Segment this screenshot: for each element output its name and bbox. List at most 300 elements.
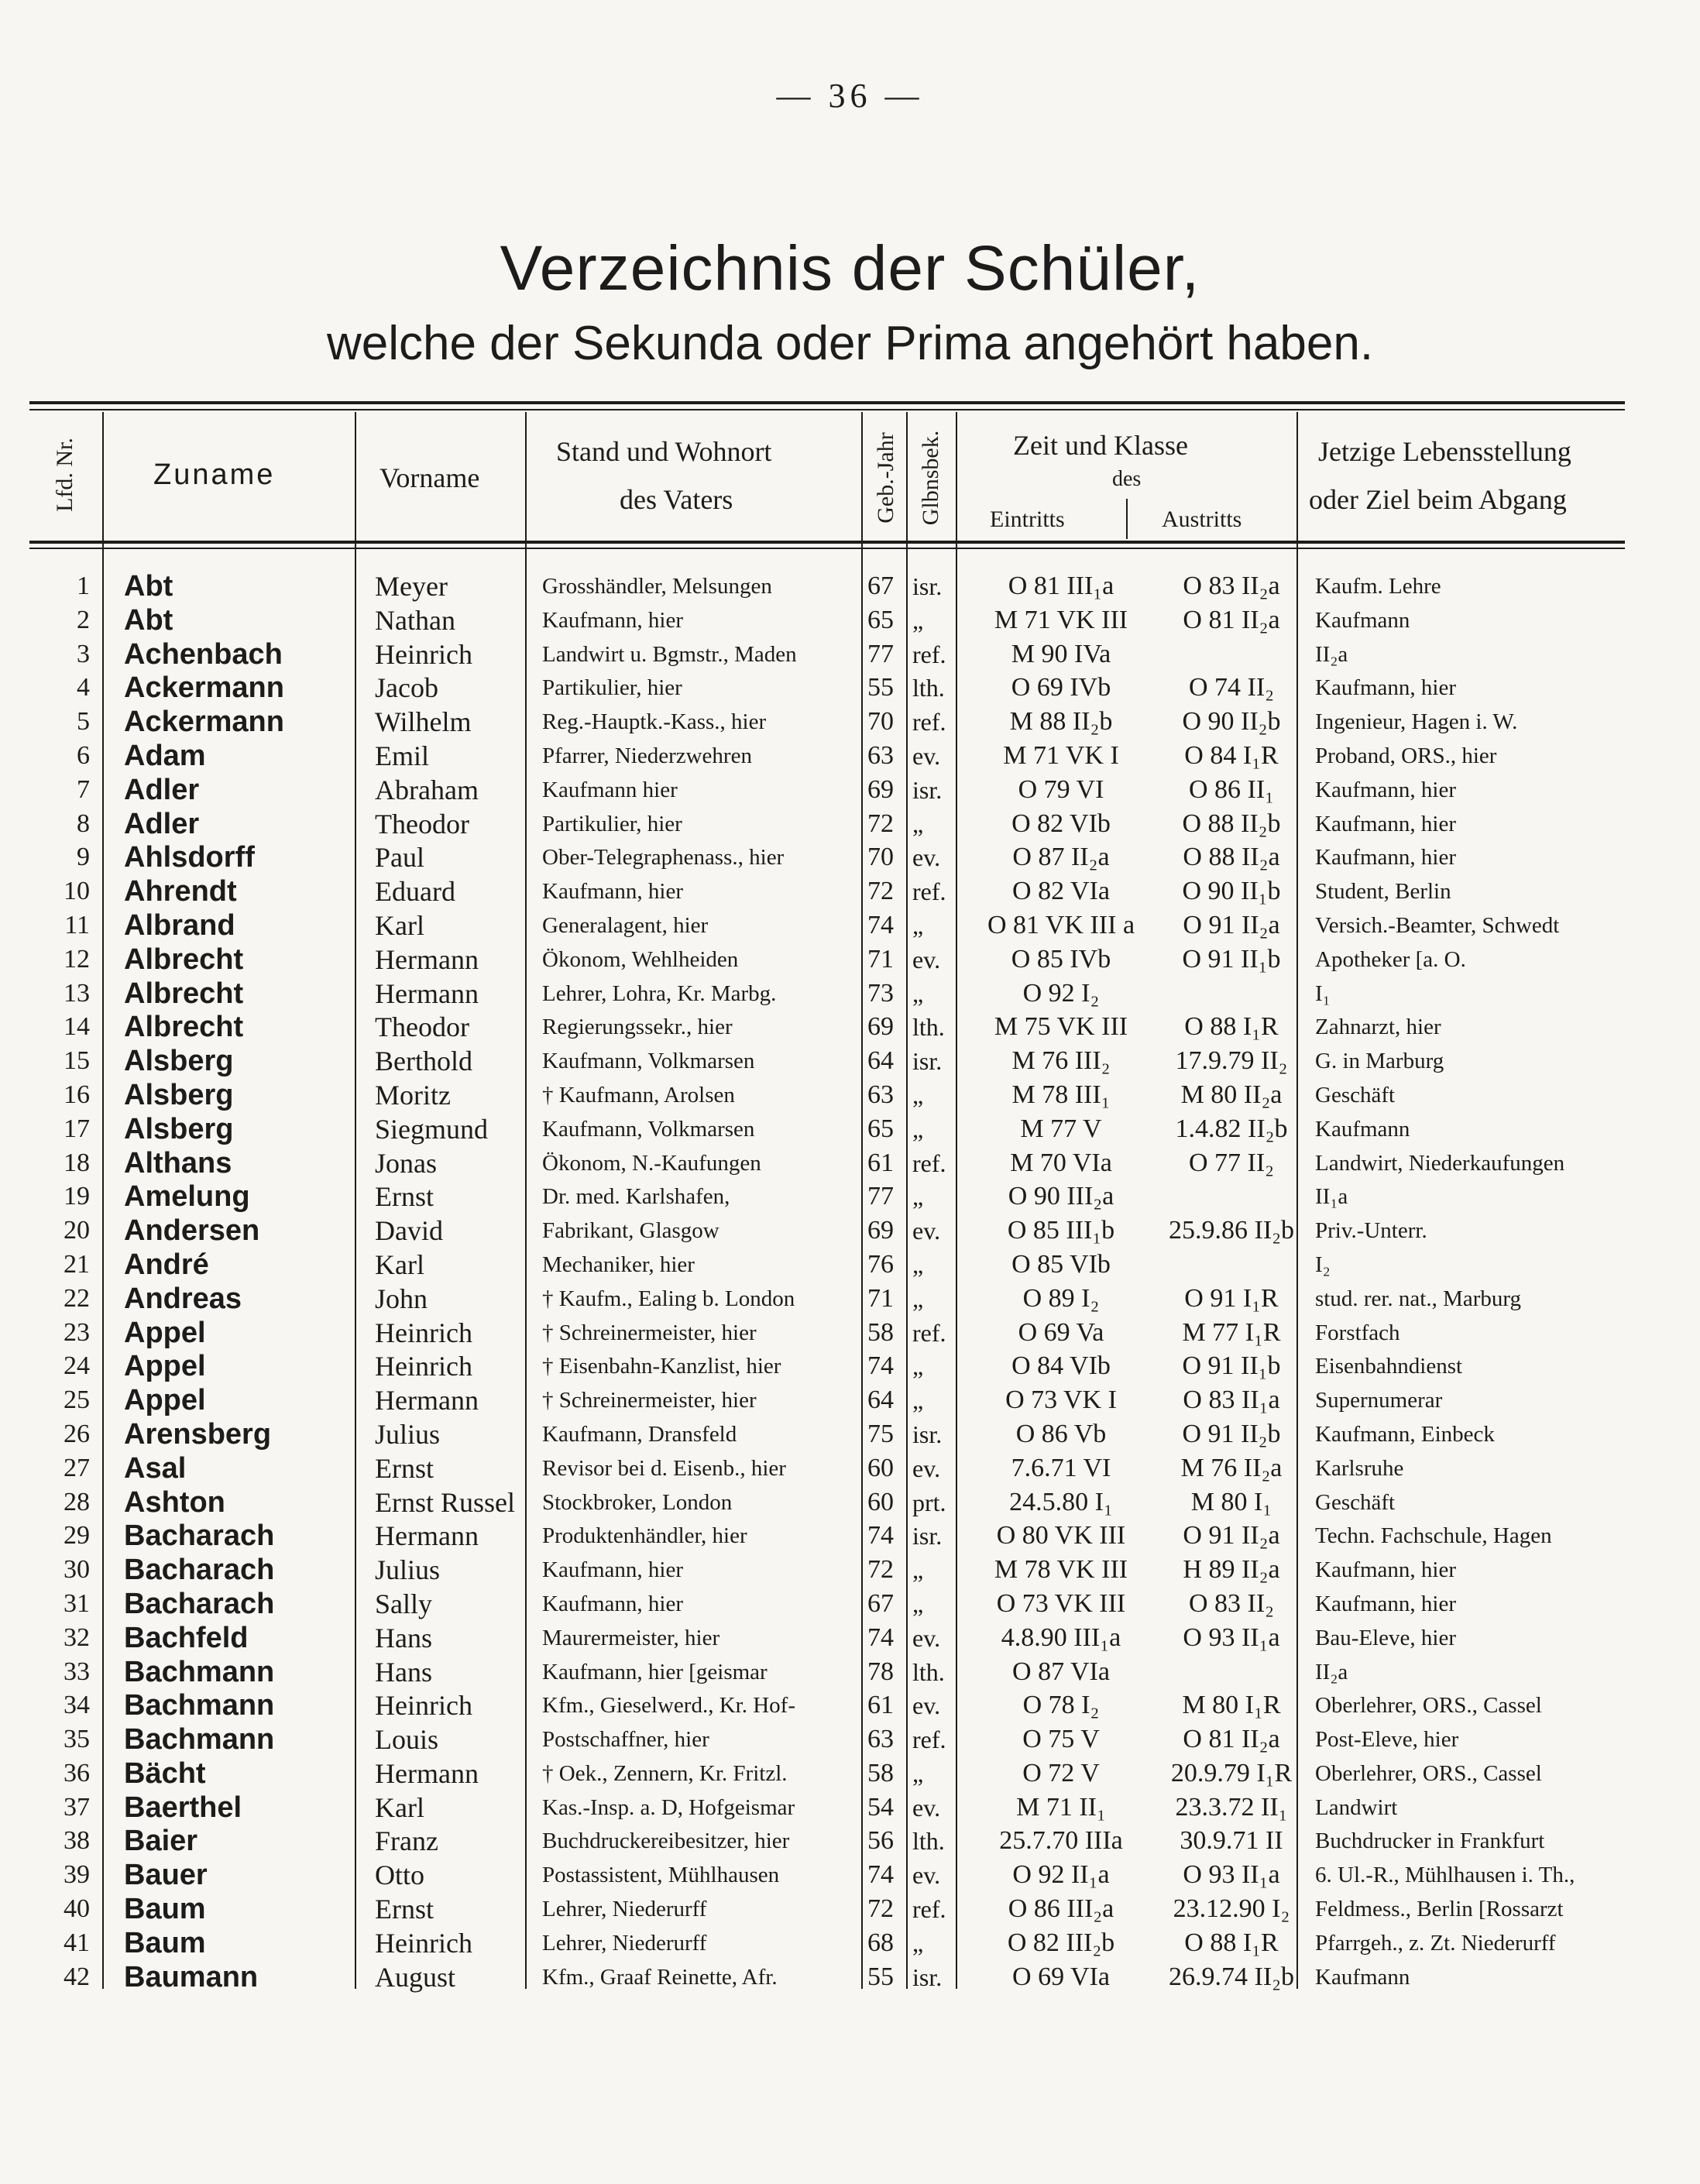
- cell-stand: Lehrer, Niederurff: [542, 1897, 707, 1922]
- cell-stand: Kaufmann, Volkmarsen: [542, 1049, 755, 1074]
- cell-eintritt: M 75 VK III: [994, 1012, 1128, 1042]
- cell-eintritt: O 85 III₁b: [1007, 1216, 1115, 1245]
- cell-eintritt: O 75 V: [1022, 1725, 1100, 1754]
- cell-nr: 34: [64, 1691, 90, 1720]
- cell-eintritt: M 78 III₁: [1011, 1080, 1111, 1109]
- cell-austritt: O 83 II₂: [1188, 1588, 1275, 1618]
- cell-stand: † Kaufmann, Arolsen: [542, 1082, 735, 1107]
- cell-vorname: Julius: [375, 1554, 441, 1586]
- cell-stand: Partikulier, hier: [542, 675, 682, 701]
- cell-geb: 70: [867, 843, 894, 872]
- cell-stand: Landwirt u. Bgmstr., Maden: [542, 641, 797, 667]
- cell-eintritt: O 79 VI: [1018, 774, 1104, 804]
- cell-jetzig: II₁a: [1315, 1184, 1348, 1210]
- cell-geb: 70: [867, 707, 894, 737]
- cell-glaube: „: [912, 606, 924, 634]
- cell-zuname: Adler: [124, 773, 200, 806]
- cell-eintritt: O 81 VK III a: [987, 910, 1135, 939]
- cell-stand: Produktenhändler, hier: [542, 1523, 747, 1549]
- cell-jetzig: Kaufmann, hier: [1315, 777, 1456, 802]
- cell-vorname: Jacob: [375, 672, 438, 704]
- cell-zuname: Ashton: [124, 1485, 225, 1519]
- cell-glaube: ref.: [912, 877, 946, 906]
- cell-geb: 61: [867, 1148, 894, 1177]
- cell-vorname: Hans: [375, 1656, 432, 1688]
- cell-geb: 60: [867, 1453, 894, 1482]
- header-gebjahr: Geb.-Jahr: [873, 432, 898, 524]
- cell-glaube: „: [912, 1589, 924, 1618]
- cell-vorname: Heinrich: [375, 638, 472, 670]
- top-rule: [29, 401, 1625, 404]
- table-row: [29, 943, 1625, 977]
- cell-stand: Fabrikant, Glasgow: [542, 1218, 719, 1244]
- cell-austritt: O 84 I₁R: [1184, 740, 1279, 770]
- table-row: [29, 637, 1625, 671]
- cell-nr: 41: [64, 1928, 90, 1957]
- cell-zuname: Amelung: [124, 1180, 250, 1214]
- cell-zuname: Baier: [124, 1825, 198, 1858]
- cell-glaube: „: [912, 1928, 924, 1957]
- header-bottom-rule: [29, 541, 1625, 544]
- cell-vorname: Ernst: [375, 1894, 434, 1925]
- cell-jetzig: Forstfach: [1315, 1320, 1400, 1345]
- cell-nr: 31: [64, 1588, 90, 1618]
- table-row: [29, 1892, 1625, 1926]
- table-row: [29, 1587, 1625, 1621]
- cell-jetzig: Landwirt: [1315, 1794, 1398, 1820]
- cell-jetzig: Kaufmann, Einbeck: [1315, 1421, 1495, 1447]
- cell-austritt: O 88 I₁R: [1184, 1928, 1279, 1957]
- cell-nr: 11: [64, 910, 90, 939]
- cell-glaube: „: [912, 809, 924, 838]
- cell-austritt: 20.9.79 I₁R: [1170, 1758, 1293, 1787]
- cell-glaube: ev.: [912, 1217, 941, 1245]
- cell-austritt: O 91 II₂b: [1182, 1419, 1281, 1448]
- cell-austritt: O 83 II₂a: [1183, 572, 1280, 600]
- cell-jetzig: G. in Marburg: [1315, 1049, 1444, 1074]
- header-jetzig-2: oder Ziel beim Abgang: [1309, 484, 1567, 515]
- cell-zuname: Andreas: [124, 1282, 242, 1315]
- cell-austritt: H 89 II₂a: [1183, 1555, 1280, 1585]
- cell-eintritt: M 88 II₂b: [1009, 707, 1113, 737]
- cell-stand: Kfm., Gieselwerd., Kr. Hof-: [542, 1693, 795, 1719]
- table-row: [29, 807, 1625, 841]
- cell-glaube: ref.: [912, 1318, 946, 1347]
- cell-zuname: Bacharach: [124, 1587, 275, 1620]
- cell-austritt: M 76 II₂a: [1180, 1453, 1283, 1482]
- cell-glaube: ev.: [912, 1454, 941, 1482]
- cell-jetzig: Student, Berlin: [1315, 879, 1451, 905]
- cell-geb: 63: [867, 1080, 894, 1109]
- header-zeit-2: des: [1112, 467, 1142, 491]
- table-row: [29, 1858, 1625, 1892]
- cell-eintritt: M 70 VIa: [1010, 1148, 1112, 1177]
- cell-vorname: Ernst: [375, 1452, 434, 1484]
- cell-vorname: David: [375, 1215, 443, 1247]
- cell-geb: 65: [867, 605, 894, 634]
- cell-eintritt: O 86 Vb: [1015, 1419, 1107, 1448]
- cell-nr: 19: [64, 1182, 90, 1211]
- cell-vorname: Otto: [375, 1859, 425, 1891]
- cell-stand: Lehrer, Lohra, Kr. Marbg.: [542, 980, 777, 1006]
- cell-eintritt: O 87 II₂a: [1012, 843, 1110, 872]
- cell-eintritt: O 69 IVb: [1011, 673, 1111, 702]
- table-row: [29, 1044, 1625, 1078]
- table-row: [29, 1316, 1625, 1350]
- cell-jetzig: Priv.-Unterr.: [1315, 1218, 1427, 1244]
- cell-eintritt: M 90 IVa: [1011, 639, 1111, 668]
- cell-geb: 69: [867, 1216, 894, 1245]
- cell-vorname: Emil: [375, 740, 429, 771]
- header-vorname: Vorname: [379, 462, 480, 493]
- table-row: [29, 1621, 1625, 1655]
- table-row: [29, 1960, 1625, 1994]
- cell-vorname: Hermann: [375, 1385, 479, 1417]
- cell-nr: 36: [64, 1758, 90, 1787]
- cell-zuname: Ahrendt: [124, 875, 237, 908]
- cell-nr: 18: [64, 1148, 90, 1177]
- cell-nr: 21: [64, 1249, 90, 1279]
- cell-stand: Kaufmann, hier: [542, 1557, 683, 1583]
- cell-jetzig: Kaufmann, hier: [1315, 811, 1456, 836]
- cell-nr: 15: [64, 1046, 90, 1076]
- table-row: [29, 977, 1625, 1011]
- cell-glaube: ev.: [912, 945, 941, 974]
- table-row: [29, 1146, 1625, 1180]
- cell-glaube: „: [912, 1284, 924, 1313]
- cell-eintritt: M 77 V: [1020, 1114, 1102, 1143]
- cell-stand: † Oek., Zennern, Kr. Fritzl.: [542, 1760, 788, 1786]
- cell-nr: 37: [64, 1792, 90, 1822]
- cell-zuname: Althans: [124, 1146, 232, 1180]
- cell-glaube: isr.: [912, 1047, 943, 1076]
- cell-vorname: Paul: [375, 842, 425, 874]
- cell-nr: 32: [64, 1623, 90, 1652]
- table-row: [29, 1824, 1625, 1858]
- cell-geb: 74: [867, 910, 894, 939]
- cell-jetzig: Techn. Fachschule, Hagen: [1315, 1523, 1552, 1549]
- cell-austritt: O 91 II₂a: [1183, 910, 1280, 939]
- cell-glaube: prt.: [912, 1488, 946, 1516]
- cell-zuname: Albrecht: [124, 1011, 244, 1044]
- cell-geb: 77: [867, 639, 894, 668]
- cell-nr: 20: [64, 1216, 90, 1245]
- cell-vorname: Eduard: [375, 876, 455, 908]
- cell-nr: 2: [77, 605, 90, 634]
- col-line-sub: [1126, 499, 1128, 539]
- table-row: [29, 1519, 1625, 1553]
- cell-geb: 55: [867, 673, 894, 702]
- cell-stand: Postschaffner, hier: [542, 1727, 709, 1753]
- cell-nr: 26: [64, 1419, 90, 1448]
- cell-geb: 54: [867, 1792, 894, 1822]
- cell-zuname: Ackermann: [124, 706, 284, 739]
- cell-jetzig: Proband, ORS., hier: [1315, 743, 1497, 768]
- cell-glaube: lth.: [912, 1827, 945, 1856]
- table-row: [29, 1553, 1625, 1587]
- cell-jetzig: Buchdrucker in Frankfurt: [1315, 1829, 1545, 1854]
- cell-vorname: Hermann: [375, 1520, 479, 1552]
- cell-zuname: Albrand: [124, 908, 235, 942]
- cell-jetzig: Pfarrgeh., z. Zt. Niederurff: [1315, 1930, 1556, 1956]
- table-row: [29, 705, 1625, 739]
- cell-austritt: O 86 II₁: [1188, 774, 1275, 804]
- cell-stand: Lehrer, Niederurff: [542, 1930, 707, 1956]
- cell-vorname: Louis: [375, 1724, 439, 1756]
- cell-jetzig: Oberlehrer, ORS., Cassel: [1315, 1693, 1542, 1719]
- cell-jetzig: Versich.-Beamter, Schwedt: [1315, 912, 1560, 938]
- table-row: [29, 569, 1625, 603]
- cell-nr: 27: [64, 1453, 90, 1482]
- cell-geb: 58: [867, 1758, 894, 1787]
- cell-nr: 40: [64, 1894, 90, 1924]
- cell-geb: 55: [867, 1962, 894, 1991]
- cell-vorname: Ernst Russel: [375, 1486, 516, 1518]
- cell-vorname: Franz: [375, 1825, 438, 1857]
- cell-eintritt: 25.7.70 IIIa: [999, 1826, 1123, 1856]
- cell-zuname: Alsberg: [124, 1078, 234, 1111]
- cell-geb: 72: [867, 809, 894, 838]
- cell-jetzig: II₂a: [1315, 641, 1348, 667]
- cell-stand: † Eisenbahn-Kanzlist, hier: [542, 1354, 781, 1379]
- cell-glaube: ev.: [912, 741, 941, 770]
- cell-austritt: O 91 II₂a: [1183, 1521, 1280, 1550]
- cell-vorname: Ernst: [375, 1181, 434, 1213]
- cell-zuname: Ackermann: [124, 671, 284, 705]
- cell-austritt: M 80 II₂a: [1180, 1080, 1283, 1109]
- cell-austritt: O 91 II₁b: [1182, 944, 1281, 974]
- cell-geb: 74: [867, 1351, 894, 1381]
- cell-eintritt: O 81 III₁a: [1008, 572, 1114, 600]
- cell-austritt: O 91 II₁b: [1182, 1351, 1281, 1381]
- cell-nr: 16: [64, 1080, 90, 1109]
- header-zeit-1: Zeit und Klasse: [1013, 430, 1188, 461]
- cell-eintritt: O 92 II₁a: [1012, 1860, 1110, 1890]
- cell-austritt: 23.3.72 II₁: [1175, 1792, 1288, 1822]
- cell-eintritt: O 82 VIa: [1012, 877, 1110, 906]
- cell-austritt: 26.9.74 II₂b: [1169, 1962, 1294, 1991]
- cell-geb: 61: [867, 1691, 894, 1720]
- cell-geb: 74: [867, 1860, 894, 1890]
- table-row: [29, 773, 1625, 807]
- cell-zuname: Abt: [124, 570, 173, 603]
- cell-nr: 35: [64, 1725, 90, 1754]
- cell-jetzig: Kaufmann, hier: [1315, 845, 1456, 871]
- cell-vorname: Hermann: [375, 943, 479, 975]
- cell-vorname: Hans: [375, 1622, 432, 1653]
- cell-austritt: O 88 II₂a: [1183, 843, 1280, 872]
- header-eintritt: Eintritts: [990, 507, 1065, 532]
- cell-zuname: Alsberg: [124, 1112, 234, 1145]
- cell-nr: 8: [77, 809, 90, 838]
- cell-geb: 72: [867, 1894, 894, 1924]
- cell-austritt: 1.4.82 II₂b: [1175, 1114, 1288, 1143]
- cell-stand: Kaufmann, Dransfeld: [542, 1421, 737, 1447]
- cell-jetzig: Landwirt, Niederkaufungen: [1315, 1150, 1565, 1176]
- cell-jetzig: Post-Eleve, hier: [1315, 1727, 1459, 1753]
- cell-nr: 22: [64, 1283, 90, 1313]
- cell-eintritt: O 84 VIb: [1011, 1351, 1111, 1381]
- table-row: [29, 671, 1625, 705]
- cell-jetzig: Kaufmann, hier: [1315, 1557, 1456, 1583]
- cell-austritt: O 88 I₁R: [1184, 1012, 1279, 1042]
- cell-nr: 9: [77, 843, 90, 872]
- cell-nr: 13: [64, 978, 90, 1008]
- cell-eintritt: O 73 VK III: [996, 1588, 1126, 1618]
- cell-jetzig: Feldmess., Berlin [Rossarzt: [1315, 1897, 1564, 1922]
- cell-stand: Ökonom, Wehlheiden: [542, 946, 739, 972]
- cell-jetzig: Apotheker [a. O.: [1315, 946, 1466, 972]
- cell-eintritt: O 72 V: [1022, 1758, 1100, 1787]
- cell-vorname: Theodor: [375, 1011, 469, 1043]
- cell-vorname: Jonas: [375, 1147, 437, 1179]
- table-row: [29, 1010, 1625, 1044]
- cell-zuname: Baum: [124, 1926, 206, 1959]
- student-table: [29, 401, 1625, 1993]
- cell-austritt: 23.12.90 I₂: [1173, 1894, 1290, 1924]
- cell-austritt: 17.9.79 II₂: [1175, 1046, 1288, 1076]
- cell-geb: 69: [867, 1012, 894, 1042]
- header-glaube: Glbnsbek.: [918, 430, 943, 526]
- cell-eintritt: O 87 VIa: [1012, 1657, 1110, 1686]
- cell-glaube: isr.: [912, 775, 943, 804]
- cell-geb: 77: [867, 1182, 894, 1211]
- page-number: — 36 —: [776, 77, 924, 115]
- cell-nr: 24: [64, 1351, 90, 1381]
- cell-zuname: Baum: [124, 1893, 206, 1926]
- cell-vorname: Sally: [375, 1588, 433, 1619]
- cell-eintritt: M 76 III₂: [1011, 1046, 1111, 1076]
- cell-jetzig: Karlsruhe: [1315, 1455, 1404, 1481]
- cell-zuname: Asal: [124, 1451, 187, 1485]
- cell-vorname: Moritz: [375, 1079, 451, 1111]
- cell-stand: Grosshändler, Melsungen: [542, 574, 772, 599]
- cell-glaube: lth.: [912, 674, 945, 702]
- cell-stand: Ober-Telegraphenass., hier: [542, 845, 785, 871]
- cell-glaube: ref.: [912, 1895, 946, 1924]
- header-stand-1: Stand und Wohnort: [556, 436, 772, 467]
- cell-eintritt: O 69 Va: [1018, 1317, 1104, 1347]
- cell-glaube: „: [912, 1759, 924, 1787]
- cell-glaube: ref.: [912, 1726, 946, 1754]
- cell-glaube: isr.: [912, 1963, 943, 1991]
- cell-nr: 14: [64, 1012, 90, 1042]
- cell-zuname: Appel: [124, 1384, 206, 1417]
- cell-nr: 42: [64, 1962, 90, 1991]
- cell-austritt: M 80 I₁: [1190, 1487, 1272, 1516]
- cell-stand: Kaufmann, hier: [542, 1591, 683, 1616]
- cell-vorname: Nathan: [375, 604, 455, 636]
- cell-zuname: Achenbach: [124, 637, 283, 671]
- cell-stand: Kaufmann, hier: [542, 607, 683, 633]
- table-row: [29, 1791, 1625, 1825]
- cell-glaube: „: [912, 1183, 924, 1211]
- cell-austritt: O 77 II₂: [1188, 1148, 1275, 1177]
- cell-zuname: Bächt: [124, 1756, 206, 1790]
- cell-zuname: Bauer: [124, 1859, 208, 1892]
- header-jetzig-1: Jetzige Lebensstellung: [1318, 436, 1571, 467]
- cell-vorname: Heinrich: [375, 1317, 472, 1348]
- cell-glaube: „: [912, 1386, 924, 1415]
- cell-eintritt: O 85 IVb: [1011, 944, 1111, 974]
- cell-glaube: „: [912, 979, 924, 1008]
- table-row: [29, 739, 1625, 773]
- cell-geb: 73: [867, 978, 894, 1008]
- cell-stand: Generalagent, hier: [542, 912, 709, 938]
- page-subtitle: welche der Sekunda oder Prima angehört haben.: [326, 317, 1374, 370]
- cell-vorname: Hermann: [375, 977, 479, 1009]
- cell-geb: 63: [867, 740, 894, 770]
- cell-nr: 28: [64, 1487, 90, 1516]
- cell-austritt: O 91 I₁R: [1184, 1283, 1279, 1313]
- table-row: [29, 1655, 1625, 1689]
- cell-stand: Dr. med. Karlshafen,: [542, 1184, 730, 1210]
- cell-vorname: John: [375, 1283, 428, 1314]
- cell-glaube: lth.: [912, 1657, 945, 1686]
- cell-geb: 78: [867, 1657, 894, 1686]
- cell-zuname: Ahlsdorff: [124, 841, 255, 874]
- cell-zuname: Adam: [124, 739, 206, 772]
- cell-austritt: O 83 II₁a: [1183, 1386, 1280, 1415]
- table-row: [29, 1078, 1625, 1112]
- cell-glaube: ev.: [912, 1861, 941, 1890]
- cell-stand: † Schreinermeister, hier: [542, 1388, 757, 1413]
- table-row: [29, 1112, 1625, 1146]
- cell-jetzig: Kaufmann, hier: [1315, 675, 1456, 701]
- cell-geb: 63: [867, 1725, 894, 1754]
- cell-glaube: ref.: [912, 708, 946, 737]
- cell-eintritt: 24.5.80 I₁: [1009, 1487, 1113, 1516]
- cell-zuname: Andersen: [124, 1214, 260, 1248]
- cell-austritt: M 80 I₁R: [1182, 1691, 1281, 1720]
- cell-geb: 72: [867, 1555, 894, 1585]
- cell-jetzig: 6. Ul.-R., Mühlhausen i. Th.,: [1315, 1863, 1575, 1888]
- cell-vorname: Abraham: [375, 774, 479, 805]
- cell-stand: Pfarrer, Niederzwehren: [542, 743, 752, 768]
- cell-jetzig: Kaufm. Lehre: [1315, 574, 1441, 599]
- cell-austritt: 25.9.86 II₂b: [1169, 1216, 1294, 1245]
- header-zuname: Zuname: [153, 458, 276, 491]
- table-row: [29, 1349, 1625, 1383]
- cell-eintritt: M 71 II₁: [1016, 1792, 1106, 1822]
- table-row: [29, 1688, 1625, 1722]
- cell-zuname: Bacharach: [124, 1554, 275, 1587]
- cell-glaube: „: [912, 1352, 924, 1381]
- cell-geb: 69: [867, 774, 894, 804]
- cell-glaube: ev.: [912, 1623, 941, 1652]
- cell-austritt: O 93 II₁a: [1183, 1623, 1280, 1652]
- cell-geb: 68: [867, 1928, 894, 1957]
- cell-nr: 33: [64, 1657, 90, 1686]
- cell-nr: 38: [64, 1826, 90, 1856]
- cell-vorname: Karl: [375, 1791, 424, 1823]
- table-row: [29, 908, 1625, 943]
- cell-jetzig: Eisenbahndienst: [1315, 1354, 1463, 1379]
- table-row: [29, 1756, 1625, 1791]
- header-nr: Lfd. Nr.: [52, 438, 77, 512]
- table-row: [29, 1248, 1625, 1282]
- cell-stand: Ökonom, N.-Kaufungen: [542, 1150, 761, 1176]
- cell-austritt: M 77 I₁R: [1182, 1317, 1281, 1347]
- page-title: Verzeichnis der Schüler,: [500, 233, 1200, 304]
- cell-geb: 71: [867, 944, 894, 974]
- cell-stand: Postassistent, Mühlhausen: [542, 1863, 780, 1888]
- cell-glaube: isr.: [912, 1522, 943, 1550]
- cell-eintritt: O 92 I₂: [1022, 978, 1100, 1008]
- table-row: [29, 1926, 1625, 1960]
- cell-jetzig: Supernumerar: [1315, 1388, 1443, 1413]
- cell-geb: 75: [867, 1419, 894, 1448]
